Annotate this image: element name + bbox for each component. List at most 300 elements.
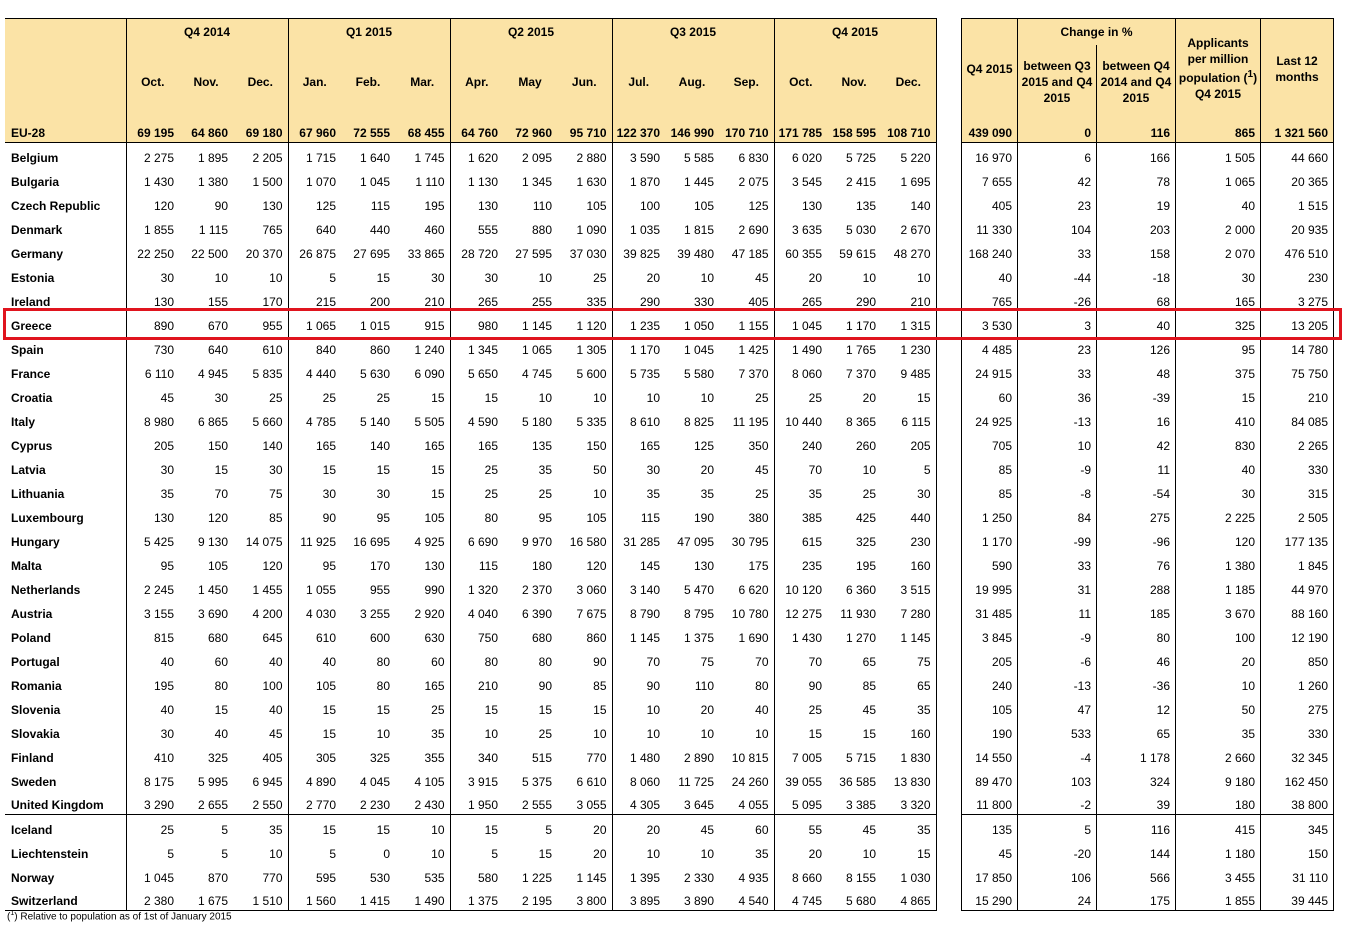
month-value: 1 270 bbox=[845, 630, 876, 645]
month-value: 3 515 bbox=[881, 575, 936, 599]
month-value: 4 935 bbox=[738, 870, 769, 885]
applicants-per-million-header: Applicants per million population ($^1$) Q4 2015 bbox=[1176, 19, 1261, 119]
month-value: 10 bbox=[862, 270, 876, 285]
month-value: 15 bbox=[450, 815, 503, 839]
country-summary-row bbox=[962, 239, 1334, 263]
month-value: 25 bbox=[126, 815, 179, 839]
month-value: 730 bbox=[126, 335, 179, 359]
month-value: 64 860 bbox=[179, 119, 233, 143]
last-12-months-value: 850 bbox=[1261, 647, 1334, 671]
footnote-text: Relative to population as of 1st of January 2015 bbox=[17, 911, 232, 923]
month-value: 10 bbox=[538, 270, 552, 285]
country-row bbox=[5, 311, 936, 335]
change-q3-value: 6 bbox=[1018, 143, 1097, 167]
month-value: 105 bbox=[693, 198, 714, 213]
month-value: 15 bbox=[288, 815, 341, 839]
month-value: 35 bbox=[612, 479, 665, 503]
country-name: Portugal bbox=[11, 654, 60, 669]
country-row bbox=[5, 647, 936, 671]
month-value: 4 925 bbox=[414, 534, 445, 549]
change-q3-value: -20 bbox=[1018, 839, 1097, 863]
month-value: 5 335 bbox=[576, 414, 607, 429]
change-q4-value: 288 bbox=[1097, 575, 1176, 599]
month-value: 90 bbox=[288, 503, 341, 527]
month-value: 15 bbox=[538, 846, 552, 861]
month-value: 165 bbox=[612, 431, 665, 455]
q4-2015-value: 205 bbox=[962, 647, 1018, 671]
month-value: 60 bbox=[719, 815, 774, 839]
per-million-value: 1 380 bbox=[1176, 551, 1261, 575]
month-value: 130 bbox=[126, 287, 179, 311]
month-value: 1 115 bbox=[198, 222, 228, 237]
month-value: 160 bbox=[881, 719, 936, 743]
month-value: 175 bbox=[748, 558, 769, 573]
month-value: 535 bbox=[424, 870, 445, 885]
month-value: 35 bbox=[881, 815, 936, 839]
month-value: 4 945 bbox=[197, 366, 228, 381]
month-value: 8 795 bbox=[683, 606, 714, 621]
month-value: 20 bbox=[612, 263, 665, 287]
country-name: Germany bbox=[11, 246, 64, 261]
month-header: Nov. bbox=[179, 45, 233, 119]
month-value: 1 620 bbox=[450, 143, 503, 167]
month-value: 140 bbox=[369, 438, 390, 453]
change-q3-value: -9 bbox=[1018, 623, 1097, 647]
month-value: 130 bbox=[450, 191, 503, 215]
month-value: 40 bbox=[269, 654, 283, 669]
month-value: 1 560 bbox=[288, 887, 341, 911]
month-value: 1 070 bbox=[288, 167, 341, 191]
month-value: 750 bbox=[450, 623, 503, 647]
month-value: 1 430 bbox=[126, 167, 179, 191]
month-value: 110 bbox=[532, 198, 552, 213]
q4-2015-value: 3 530 bbox=[962, 311, 1018, 335]
month-value: 1 145 bbox=[576, 870, 607, 885]
country-name: Latvia bbox=[11, 462, 46, 477]
q4-2015-value: 19 995 bbox=[962, 575, 1018, 599]
month-value: 13 830 bbox=[881, 767, 936, 791]
country-summary-row bbox=[962, 191, 1334, 215]
country-summary-row bbox=[962, 791, 1334, 815]
month-value: 10 bbox=[700, 726, 714, 741]
country-row bbox=[5, 215, 936, 239]
month-value: 31 285 bbox=[612, 527, 665, 551]
month-value: 4 540 bbox=[719, 887, 774, 911]
month-value: 680 bbox=[531, 630, 552, 645]
month-value: 380 bbox=[748, 510, 769, 525]
month-value: 7 370 bbox=[738, 366, 769, 381]
month-value: 1 235 bbox=[612, 311, 665, 335]
change-q4-value: 566 bbox=[1097, 863, 1176, 887]
month-value: 5 bbox=[288, 839, 341, 863]
month-value: 290 bbox=[855, 294, 876, 309]
change-q3-value: -26 bbox=[1018, 287, 1097, 311]
month-value: 30 bbox=[126, 719, 179, 743]
month-value: 1 765 bbox=[845, 342, 876, 357]
footnote-mark: 1 bbox=[10, 910, 15, 917]
footnote-mark: 1 bbox=[1247, 69, 1254, 81]
month-value: 30 795 bbox=[731, 534, 769, 549]
month-value: 1 170 bbox=[845, 318, 876, 333]
month-value: 125 bbox=[748, 198, 769, 213]
month-value: 80 bbox=[538, 654, 552, 669]
month-value: 355 bbox=[424, 750, 445, 765]
month-value: 16 695 bbox=[353, 534, 390, 549]
month-value: 25 bbox=[538, 486, 552, 501]
month-value: 990 bbox=[424, 582, 445, 597]
month-value: 815 bbox=[126, 623, 179, 647]
month-value: 1 870 bbox=[612, 167, 665, 191]
last-12-months-value: 1 321 560 bbox=[1261, 119, 1334, 143]
month-header: Feb. bbox=[341, 45, 395, 119]
month-value: 205 bbox=[881, 431, 936, 455]
month-value: 5 bbox=[221, 846, 228, 861]
month-value: 100 bbox=[612, 191, 665, 215]
month-value: 460 bbox=[424, 222, 445, 237]
country-name: Spain bbox=[11, 342, 44, 357]
month-value: 10 bbox=[269, 846, 283, 861]
month-value: 2 075 bbox=[738, 174, 769, 189]
country-name: Estonia bbox=[11, 270, 55, 285]
country-name: Austria bbox=[11, 606, 53, 621]
month-value: 10 bbox=[755, 726, 769, 741]
month-value: 15 bbox=[376, 462, 390, 477]
month-value: 130 bbox=[126, 503, 179, 527]
month-value: 305 bbox=[288, 743, 341, 767]
month-value: 235 bbox=[774, 551, 827, 575]
month-value: 35 bbox=[431, 726, 445, 741]
per-million-value: 2 070 bbox=[1176, 239, 1261, 263]
month-value: 1 030 bbox=[881, 863, 936, 887]
month-header: Oct. bbox=[774, 45, 827, 119]
month-value: 105 bbox=[207, 558, 228, 573]
last-12-months-value: 84 085 bbox=[1261, 407, 1334, 431]
month-value: 955 bbox=[369, 582, 390, 597]
change-q3-value: 23 bbox=[1018, 191, 1097, 215]
month-value: 610 bbox=[288, 623, 341, 647]
last-12-months-value: 31 110 bbox=[1261, 863, 1334, 887]
month-value: 30 bbox=[612, 455, 665, 479]
country-row bbox=[5, 407, 936, 431]
month-value: 4 305 bbox=[612, 791, 665, 815]
month-value: 120 bbox=[262, 558, 283, 573]
country-summary-row bbox=[962, 647, 1334, 671]
month-value: 59 615 bbox=[839, 246, 876, 261]
month-value: 10 bbox=[214, 270, 228, 285]
country-name: Slovakia bbox=[11, 726, 60, 741]
change-q3-value: 103 bbox=[1018, 767, 1097, 791]
month-value: 770 bbox=[262, 870, 283, 885]
country-summary-row bbox=[962, 575, 1334, 599]
month-value: 65 bbox=[881, 671, 936, 695]
country-summary-row bbox=[962, 215, 1334, 239]
change-q4-value: 324 bbox=[1097, 767, 1176, 791]
month-value: 120 bbox=[586, 558, 607, 573]
last-12-months-value: 75 750 bbox=[1261, 359, 1334, 383]
month-value: 20 bbox=[700, 462, 714, 477]
month-value: 15 bbox=[881, 383, 936, 407]
month-value: 25 bbox=[862, 486, 876, 501]
month-value: 530 bbox=[369, 870, 390, 885]
month-value: 11 725 bbox=[678, 774, 714, 789]
month-value: 20 bbox=[774, 263, 827, 287]
month-value: 160 bbox=[881, 551, 936, 575]
month-value: 15 bbox=[214, 702, 228, 717]
per-million-value: 35 bbox=[1176, 719, 1261, 743]
month-value: 5 580 bbox=[683, 366, 714, 381]
month-value: 25 bbox=[755, 390, 769, 405]
month-value: 1 015 bbox=[359, 318, 390, 333]
q4-2015-value: 1 250 bbox=[962, 503, 1018, 527]
month-value: 1 950 bbox=[450, 791, 503, 815]
month-value: 85 bbox=[269, 510, 283, 525]
last-12-months-value: 32 345 bbox=[1261, 743, 1334, 767]
change-q4-value: 116 bbox=[1097, 815, 1176, 839]
per-million-value: 15 bbox=[1176, 383, 1261, 407]
last-12-months-value: 345 bbox=[1261, 815, 1334, 839]
change-q3-value: -4 bbox=[1018, 743, 1097, 767]
month-value: 1 675 bbox=[179, 887, 233, 911]
month-value: 130 bbox=[774, 191, 827, 215]
q4-2015-value: 105 bbox=[962, 695, 1018, 719]
month-value: 80 bbox=[214, 678, 228, 693]
month-value: 80 bbox=[755, 678, 769, 693]
month-value: 26 875 bbox=[288, 239, 341, 263]
country-summary-row bbox=[962, 167, 1334, 191]
change-q4-value: 175 bbox=[1097, 887, 1176, 911]
month-value: 35 bbox=[126, 479, 179, 503]
month-value: 10 bbox=[700, 390, 714, 405]
month-value: 325 bbox=[207, 750, 228, 765]
month-value: 35 bbox=[538, 462, 552, 477]
country-row bbox=[5, 167, 936, 191]
month-value: 2 195 bbox=[503, 887, 557, 911]
last-12-months-value: 2 265 bbox=[1261, 431, 1334, 455]
month-value: 3 385 bbox=[845, 798, 876, 812]
last-12-months-value: 476 510 bbox=[1261, 239, 1334, 263]
month-value: 195 bbox=[855, 558, 876, 573]
change-q4-value: 1 178 bbox=[1097, 743, 1176, 767]
last-12-months-value: 275 bbox=[1261, 695, 1334, 719]
month-value: 5 180 bbox=[521, 414, 552, 429]
month-value: 5 660 bbox=[252, 414, 283, 429]
change-q4-header: between Q4 2014 and Q4 2015 bbox=[1097, 45, 1176, 119]
country-summary-row bbox=[962, 527, 1334, 551]
month-value: 146 990 bbox=[665, 119, 719, 143]
month-value: 1 375 bbox=[683, 630, 714, 645]
month-value: 125 bbox=[288, 191, 341, 215]
month-value: 68 455 bbox=[395, 119, 450, 143]
month-value: 2 770 bbox=[288, 791, 341, 815]
month-value: 580 bbox=[450, 863, 503, 887]
month-value: 2 550 bbox=[252, 798, 283, 812]
month-value: 1 490 bbox=[395, 887, 450, 911]
month-value: 880 bbox=[531, 222, 552, 237]
per-million-value: 1 505 bbox=[1176, 143, 1261, 167]
q4-2015-value: 11 800 bbox=[962, 791, 1018, 815]
country-name: Slovenia bbox=[11, 702, 61, 717]
month-value: 2 690 bbox=[738, 222, 769, 237]
country-name: Czech Republic bbox=[11, 198, 101, 213]
month-value: 8 610 bbox=[612, 407, 665, 431]
change-q4-value: 126 bbox=[1097, 335, 1176, 359]
month-value: 1 895 bbox=[197, 150, 228, 165]
month-value: 5 995 bbox=[197, 774, 228, 789]
country-row bbox=[5, 503, 936, 527]
last-12-months-value: 20 935 bbox=[1261, 215, 1334, 239]
month-value: 210 bbox=[450, 671, 503, 695]
month-value: 171 785 bbox=[774, 119, 827, 143]
change-q4-value: 65 bbox=[1097, 719, 1176, 743]
month-value: 770 bbox=[586, 750, 607, 765]
month-value: 260 bbox=[855, 438, 876, 453]
header-corner bbox=[5, 45, 126, 119]
per-million-value: 3 455 bbox=[1176, 863, 1261, 887]
month-value: 16 580 bbox=[569, 534, 607, 549]
month-value: 125 bbox=[693, 438, 714, 453]
footnote: ($^1$) Relative to population as of 1st of January 2015 bbox=[7, 910, 232, 923]
country-row bbox=[5, 263, 936, 287]
month-value: 14 075 bbox=[245, 534, 283, 549]
month-value: 385 bbox=[774, 503, 827, 527]
month-value: 69 180 bbox=[233, 119, 288, 143]
month-value: 5 735 bbox=[612, 359, 665, 383]
month-value: 15 bbox=[288, 719, 341, 743]
month-value: 11 930 bbox=[840, 606, 876, 621]
month-value: 1 050 bbox=[683, 318, 714, 333]
change-q4-value: 78 bbox=[1097, 167, 1176, 191]
quarter-header: Q3 2015 bbox=[612, 19, 774, 45]
month-value: 2 275 bbox=[126, 143, 179, 167]
q4-2015-header: Q4 2015 bbox=[962, 19, 1018, 119]
month-value: 1 035 bbox=[612, 215, 665, 239]
month-value: 30 bbox=[376, 486, 390, 501]
eu-total-row bbox=[5, 119, 936, 143]
month-header: Jun. bbox=[557, 45, 612, 119]
month-value: 20 370 bbox=[245, 246, 283, 261]
change-q4-value: 46 bbox=[1097, 647, 1176, 671]
change-q3-value: 47 bbox=[1018, 695, 1097, 719]
month-value: 15 bbox=[288, 455, 341, 479]
month-value: 90 bbox=[593, 654, 607, 669]
country-name: Bulgaria bbox=[11, 174, 60, 189]
change-q3-value: 33 bbox=[1018, 239, 1097, 263]
month-value: 122 370 bbox=[612, 119, 665, 143]
month-value: 25 bbox=[376, 390, 390, 405]
month-value: 1 045 bbox=[683, 342, 714, 357]
month-value: 1 480 bbox=[612, 743, 665, 767]
month-value: 5 bbox=[450, 839, 503, 863]
country-name: Croatia bbox=[11, 390, 53, 405]
month-value: 15 bbox=[593, 702, 607, 717]
last-12-months-value: 1 260 bbox=[1261, 671, 1334, 695]
month-value: 5 bbox=[179, 815, 233, 839]
q4-2015-value: 15 290 bbox=[962, 887, 1018, 911]
month-value: 10 bbox=[538, 390, 552, 405]
month-value: 30 bbox=[450, 263, 503, 287]
q4-2015-value: 11 330 bbox=[962, 215, 1018, 239]
change-q4-value: 40 bbox=[1097, 311, 1176, 335]
month-value: 25 bbox=[269, 390, 283, 405]
month-value: 7 675 bbox=[576, 606, 607, 621]
country-row bbox=[5, 455, 936, 479]
last-12-months-value: 1 845 bbox=[1261, 551, 1334, 575]
month-value: 1 425 bbox=[738, 342, 769, 357]
month-value: 20 bbox=[862, 390, 876, 405]
month-value: 165 bbox=[424, 678, 445, 693]
month-value: 35 bbox=[881, 695, 936, 719]
country-summary-row bbox=[962, 407, 1334, 431]
month-value: 2 245 bbox=[126, 575, 179, 599]
month-value: 15 bbox=[376, 702, 390, 717]
month-value: 8 825 bbox=[683, 414, 714, 429]
header-corner bbox=[5, 19, 126, 45]
month-value: 80 bbox=[376, 678, 390, 693]
month-value: 3 255 bbox=[359, 606, 390, 621]
month-value: 1 500 bbox=[252, 174, 283, 189]
month-value: 1 640 bbox=[359, 150, 390, 165]
month-value: 10 bbox=[700, 846, 714, 861]
month-value: 95 bbox=[538, 510, 552, 525]
month-value: 5 650 bbox=[450, 359, 503, 383]
month-value: 4 200 bbox=[252, 606, 283, 621]
month-value: 670 bbox=[207, 318, 228, 333]
change-q4-value: 203 bbox=[1097, 215, 1176, 239]
month-value: 1 490 bbox=[774, 335, 827, 359]
month-value: 195 bbox=[424, 198, 445, 213]
month-value: 5 585 bbox=[683, 150, 714, 165]
month-value: 210 bbox=[881, 287, 936, 311]
month-value: 8 155 bbox=[845, 870, 876, 885]
month-value: 120 bbox=[207, 510, 228, 525]
month-value: 15 bbox=[214, 462, 228, 477]
country-row bbox=[5, 791, 936, 815]
country-summary-row bbox=[962, 143, 1334, 167]
month-value: 2 920 bbox=[414, 606, 445, 621]
month-value: 105 bbox=[586, 198, 607, 213]
change-q4-value: 80 bbox=[1097, 623, 1176, 647]
month-value: 4 745 bbox=[521, 366, 552, 381]
change-q4-value: -39 bbox=[1097, 383, 1176, 407]
month-value: 10 bbox=[593, 486, 607, 501]
q4-2015-value: 7 655 bbox=[962, 167, 1018, 191]
month-value: 27 695 bbox=[353, 246, 390, 261]
month-header: Mar. bbox=[395, 45, 450, 119]
country-name: Sweden bbox=[11, 774, 57, 789]
country-name: Luxembourg bbox=[11, 510, 84, 525]
month-value: 30 bbox=[126, 455, 179, 479]
month-value: 2 330 bbox=[683, 870, 714, 885]
month-value: 60 bbox=[214, 654, 228, 669]
country-row bbox=[5, 815, 936, 839]
month-value: 8 980 bbox=[126, 407, 179, 431]
month-value: 290 bbox=[612, 287, 665, 311]
country-summary-row bbox=[962, 695, 1334, 719]
month-value: 10 bbox=[376, 726, 390, 741]
month-value: 45 bbox=[862, 702, 876, 717]
q4-2015-value: 168 240 bbox=[962, 239, 1018, 263]
month-value: 15 bbox=[450, 383, 503, 407]
country-row bbox=[5, 695, 936, 719]
monthly-applicants-table bbox=[5, 18, 937, 911]
month-value: 22 250 bbox=[126, 239, 179, 263]
change-q4-value: 116 bbox=[1097, 119, 1176, 143]
last-12-months-value: 315 bbox=[1261, 479, 1334, 503]
month-value: 35 bbox=[755, 846, 769, 861]
month-value: 50 bbox=[593, 462, 607, 477]
month-header: Apr. bbox=[450, 45, 503, 119]
month-value: 25 bbox=[450, 455, 503, 479]
